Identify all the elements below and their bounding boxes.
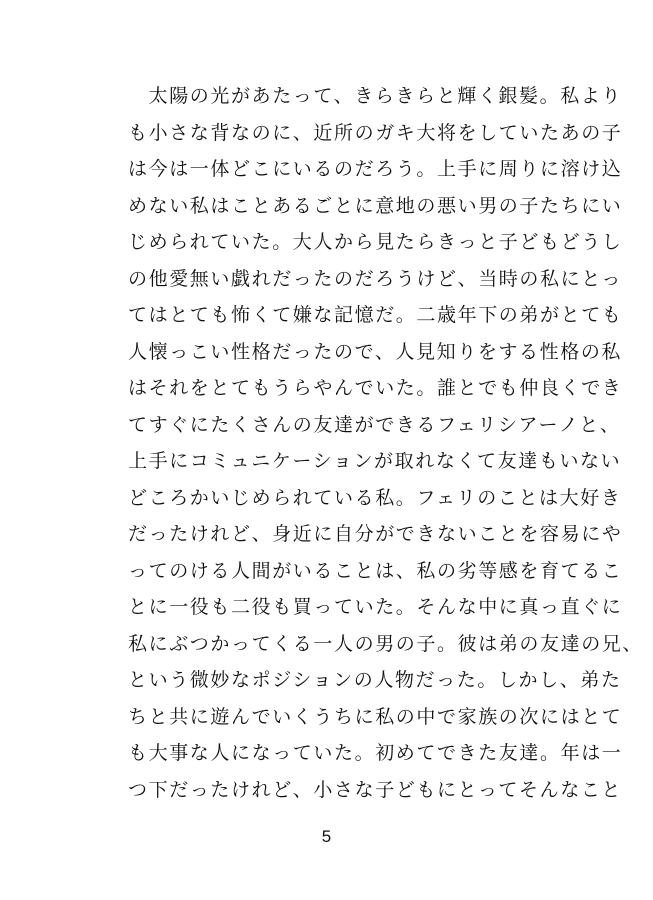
text-line-11: 上手にコミュニケーションが取れなくて友達もいない [128, 450, 622, 472]
body-text [128, 78, 644, 808]
text-line-17: という微妙なポジションの人物だった。しかし、弟た [128, 669, 622, 691]
text-line-8: 人懐っこい性格だったので、人見知りをする性格の私 [128, 340, 623, 363]
text-line-1: 太陽の光があたって、きらきらと輝く銀髪。私より [128, 85, 623, 107]
text-line-3: は今は一体どこにいるのだろう。上手に周りに溶け込 [128, 158, 623, 180]
text-line-16: 私にぶつかってくる一人の男の子。彼は弟の友達の兄、 [128, 632, 644, 655]
text-line-13: だったけれど、身近に自分ができないことを容易にや [128, 523, 623, 545]
text-line-4: めない私はことあるごとに意地の悪い男の子たちにい [128, 194, 623, 217]
text-line-5: じめられていた。大人から見たらきっと子どもどうし [128, 231, 623, 253]
text-line-12: どころかいじめられている私。フェリのことは大好き [128, 486, 622, 509]
text-line-20: つ下だったけれど、小さな子どもにとってそんなこと [128, 778, 623, 801]
text-line-18: ちと共に遊んでいくうちに私の中で家族の次にはとて [128, 705, 623, 728]
text-line-2: も小さな背なのに、近所のガキ大将をしていたあの子 [128, 121, 623, 144]
text-line-10: てすぐにたくさんの友達ができるフェリシアーノと、 [128, 413, 621, 436]
text-line-7: てはとても怖くて嫌な記憶だ。二歳年下の弟がとても [128, 304, 623, 326]
text-line-14: ってのける人間がいることは、私の劣等感を育てるこ [128, 559, 623, 582]
text-line-6: の他愛無い戯れだったのだろうけど、当時の私にとっ [128, 267, 623, 290]
text-line-9: はそれをとてもうらやんでいた。誰とでも仲良くでき [128, 377, 623, 399]
text-line-19: も大事な人になっていた。初めてできた友達。年は一 [128, 742, 623, 764]
page-number: 5 [321, 827, 332, 846]
text-line-15: とに一役も二役も買っていた。そんな中に真っ直ぐに [128, 596, 623, 618]
